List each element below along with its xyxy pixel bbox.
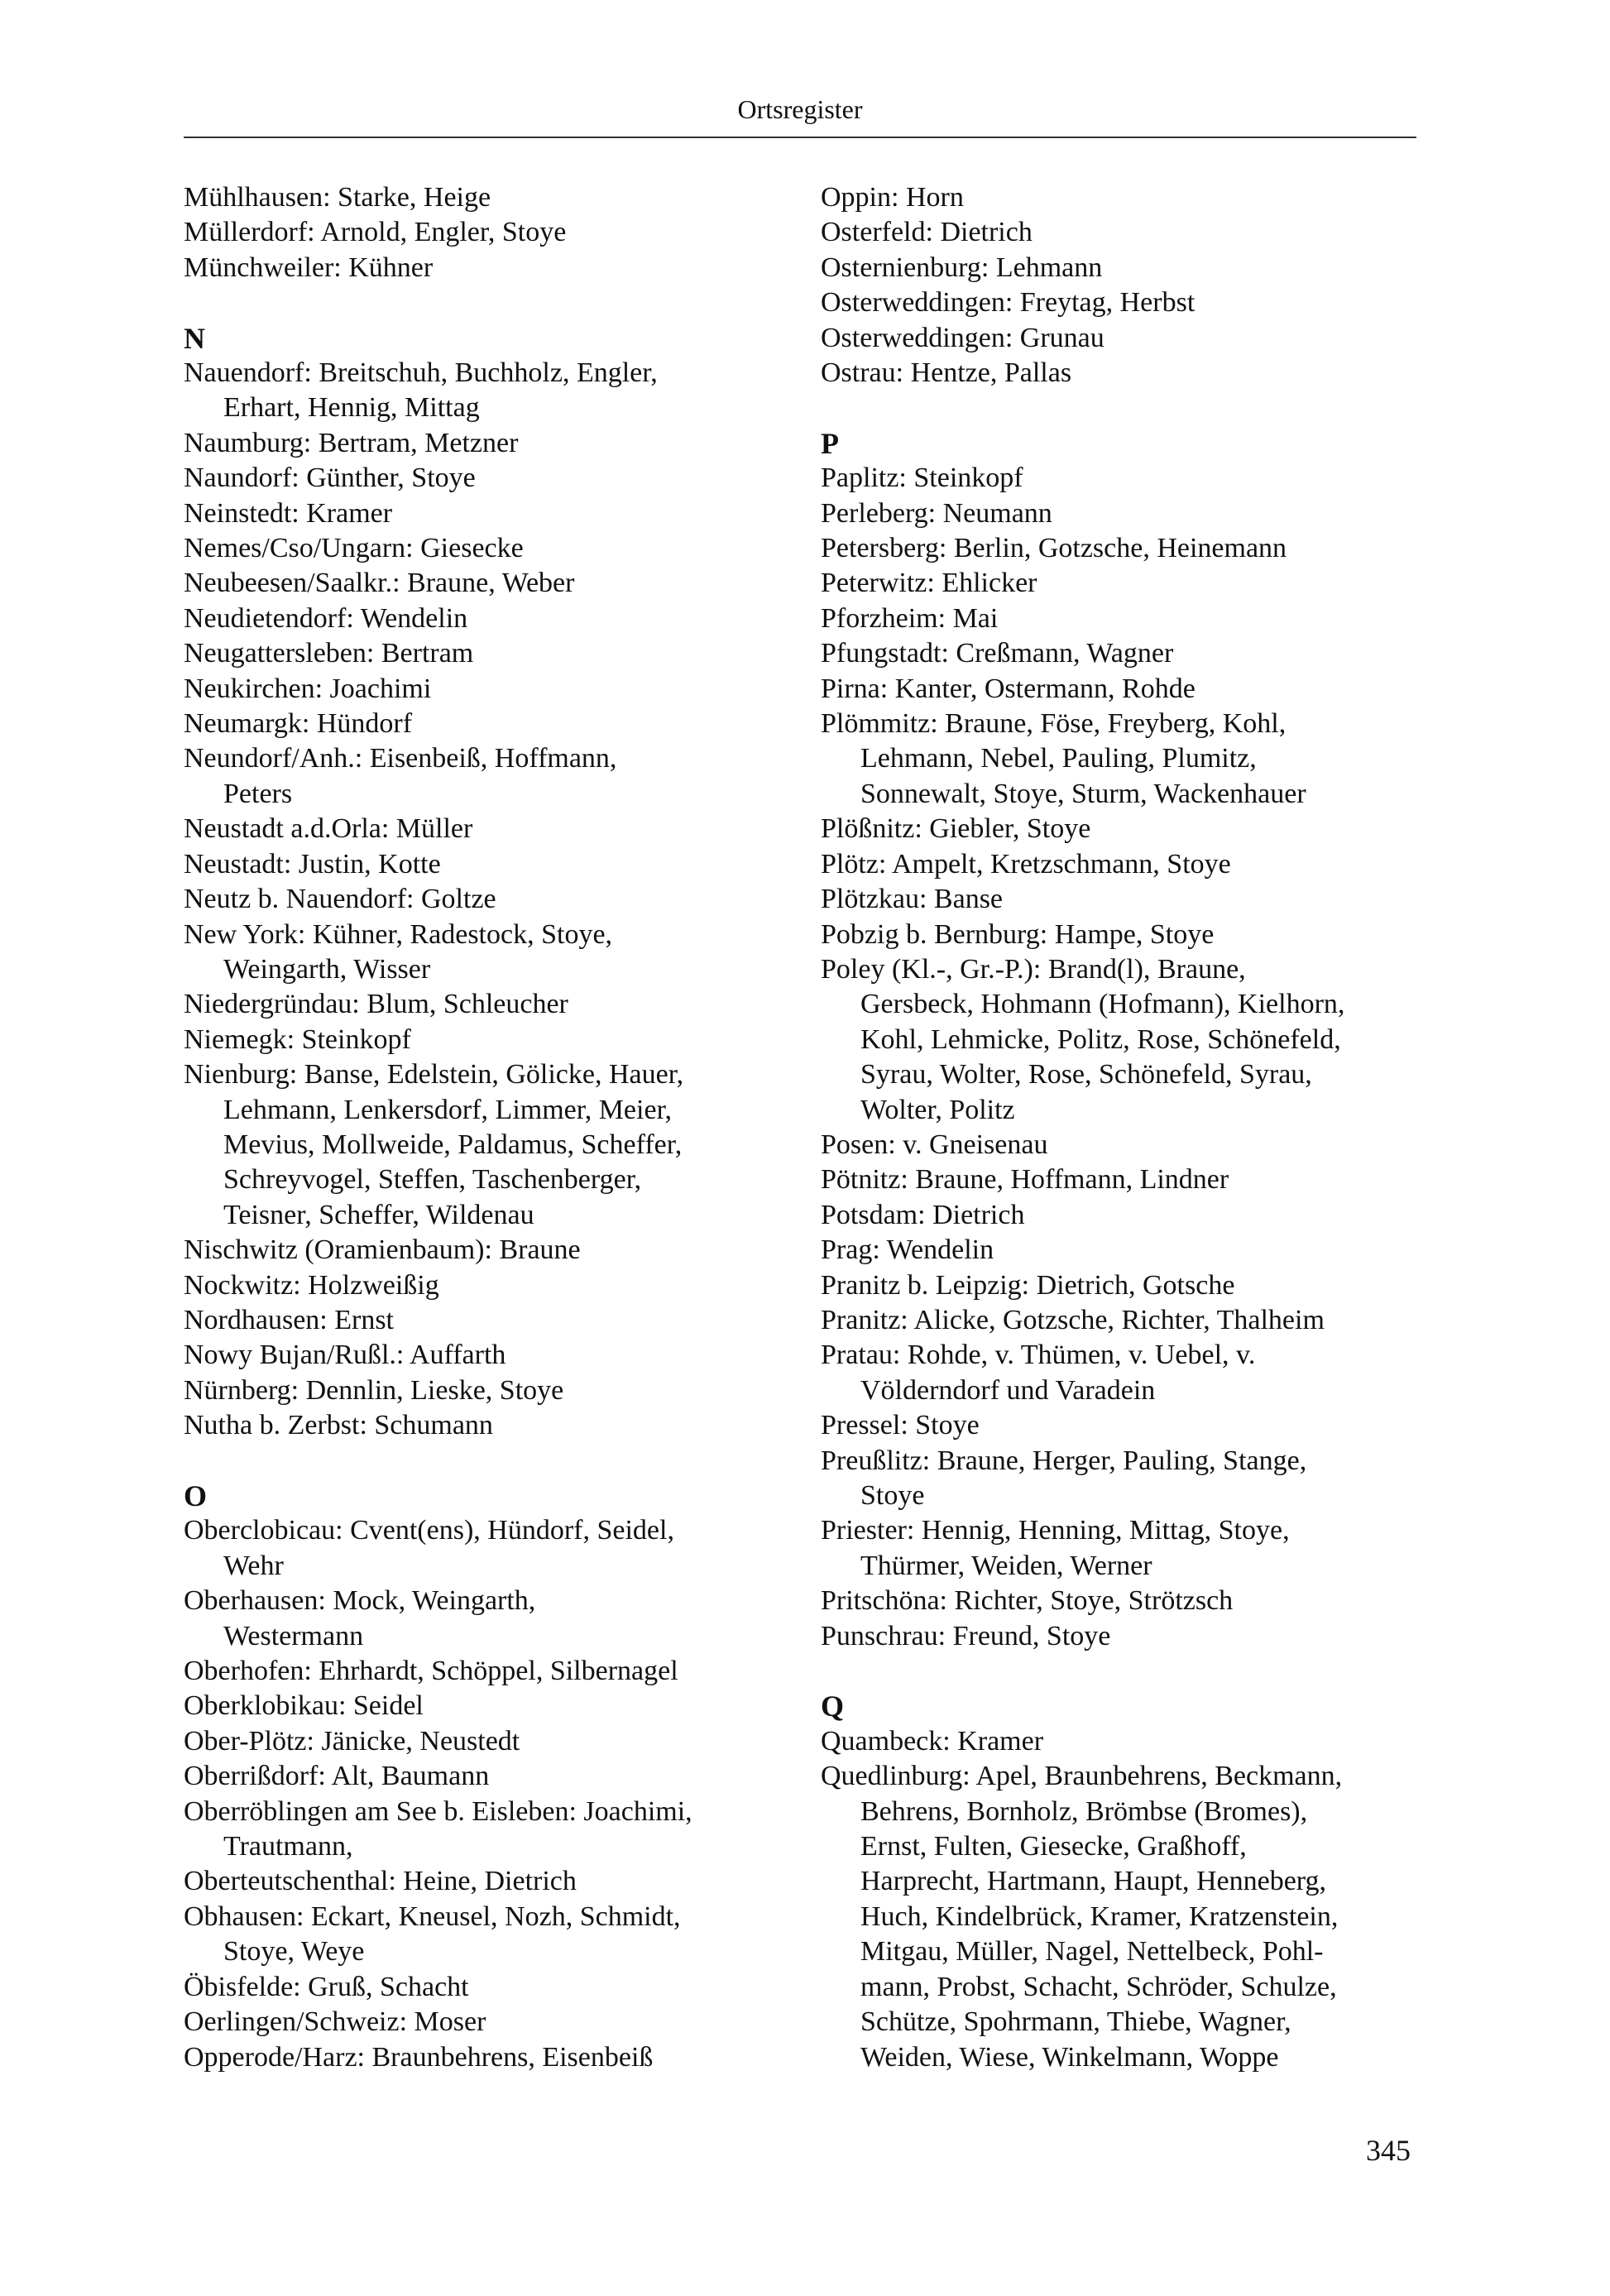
index-entry-line: Neustadt: Justin, Kotte <box>184 848 441 880</box>
index-entry <box>821 952 1400 1128</box>
index-entry <box>184 461 763 496</box>
index-entry-line: Pranitz: Alicke, Gotzsche, Richter, Thalheim <box>821 1304 1325 1335</box>
index-entry <box>184 672 763 707</box>
index-entry <box>184 251 763 285</box>
index-entry <box>821 531 1400 566</box>
index-entry-line: Oberhausen: Mock, Weingarth, <box>184 1585 536 1617</box>
index-entry-line: Neubeesen/Saalkr.: Braune, Weber <box>184 568 575 599</box>
index-entry <box>184 180 763 215</box>
index-entry <box>184 707 763 741</box>
index-entry-line: Müllerdorf: Arnold, Engler, Stoye <box>184 217 567 248</box>
index-entry-line: Nordhausen: Ernst <box>184 1304 395 1335</box>
index-entry <box>184 2005 763 2040</box>
index-entry-continuation-line: Schütze, Spohrmann, Thiebe, Wagner, <box>860 2006 1291 2038</box>
index-entry-line: Öbisfelde: Gruß, Schacht <box>184 1971 469 2002</box>
index-entry-line: Nischwitz (Oramienbaum): Braune <box>184 1234 581 1266</box>
index-entry-line: Oberröblingen am See b. Eisleben: Joachimi, <box>184 1795 692 1827</box>
index-entry-line: Mühlhausen: Starke, Heige <box>184 182 491 213</box>
index-entry <box>821 180 1400 215</box>
index-entry <box>821 1128 1400 1162</box>
index-entry-line: Quambeck: Kramer <box>821 1725 1044 1757</box>
index-entry <box>821 882 1400 917</box>
index-entry-continuation-line: Wehr <box>223 1550 284 1581</box>
index-entry <box>821 672 1400 707</box>
index-entry-line: Oberteutschenthal: Heine, Dietrich <box>184 1866 577 1897</box>
index-entry-line: Nienburg: Banse, Edelstein, Gölicke, Hauer, <box>184 1059 684 1090</box>
index-entry-continuation-line: Stoye <box>860 1480 925 1512</box>
index-entry <box>184 1759 763 1794</box>
index-entry <box>821 496 1400 531</box>
index-entry-continuation-line: Thürmer, Weiden, Werner <box>860 1550 1152 1581</box>
index-entry <box>184 1373 763 1408</box>
index-entry-continuation-line: Ernst, Fulten, Giesecke, Graßhoff, <box>860 1831 1247 1862</box>
index-entry-line: Punschrau: Freund, Stoye <box>821 1620 1111 1651</box>
index-entry-line: Pirna: Kanter, Ostermann, Rohde <box>821 673 1196 704</box>
index-entry <box>821 356 1400 391</box>
index-entry <box>184 1408 763 1443</box>
index-entry <box>821 1724 1400 1759</box>
index-entry <box>821 251 1400 285</box>
index-entry-continuation-line: Weiden, Wiese, Winkelmann, Woppe <box>860 2041 1279 2073</box>
index-entry-line: Neugattersleben: Bertram <box>184 638 474 669</box>
index-entry <box>821 812 1400 846</box>
index-entry-line: Posen: v. Gneisenau <box>821 1129 1048 1160</box>
index-entry-line: Pressel: Stoye <box>821 1410 980 1441</box>
index-entry-line: Neustadt a.d.Orla: Müller <box>184 813 473 845</box>
index-entry <box>184 1724 763 1759</box>
index-entry-continuation-line: Gersbeck, Hohmann (Hofmann), Kielhorn, <box>860 989 1345 1020</box>
index-column-right <box>821 180 1400 2075</box>
index-entry <box>184 1900 763 1970</box>
index-entry <box>184 426 763 461</box>
index-entry-line: Oberhofen: Ehrhardt, Schöppel, Silbernagel <box>184 1656 678 1687</box>
index-entry-line: Opperode/Harz: Braunbehrens, Eisenbeiß <box>184 2041 654 2073</box>
index-entry <box>184 2040 763 2075</box>
index-entry <box>821 602 1400 636</box>
index-entry-continuation-line: Mevius, Mollweide, Paldamus, Scheffer, <box>223 1129 683 1160</box>
index-entry <box>184 1268 763 1303</box>
index-entry-line: Pritschöna: Richter, Stoye, Strötzsch <box>821 1585 1234 1617</box>
index-entry <box>184 1584 763 1654</box>
index-entry <box>821 1268 1400 1303</box>
index-entry-line: Nauendorf: Breitschuh, Buchholz, Engler, <box>184 357 658 389</box>
index-entry <box>821 1513 1400 1584</box>
index-entry-line: Neukirchen: Joachimi <box>184 673 432 704</box>
index-entry-line: Nürnberg: Dennlin, Lieske, Stoye <box>184 1374 564 1406</box>
index-entry <box>184 847 763 882</box>
index-entry-line: Neumargk: Hündorf <box>184 708 413 740</box>
index-entry-line: Neudietendorf: Wendelin <box>184 602 468 634</box>
index-entry-line: Ostrau: Hentze, Pallas <box>821 357 1072 389</box>
index-entry-line: Niemegk: Steinkopf <box>184 1023 411 1055</box>
index-entry-continuation-line: Peters <box>223 778 293 809</box>
index-entry-continuation-line: Sonnewalt, Stoye, Sturm, Wackenhauer <box>860 778 1306 809</box>
index-entry <box>184 1864 763 1899</box>
page-number: 345 <box>1366 2134 1411 2167</box>
index-entry-line: Neundorf/Anh.: Eisenbeiß, Hoffmann, <box>184 743 617 774</box>
index-entry <box>821 636 1400 671</box>
index-entry-line: Nockwitz: Holzweißig <box>184 1269 439 1301</box>
index-entry-line: Plömmitz: Braune, Föse, Freyberg, Kohl, <box>821 708 1287 740</box>
index-entry-line: Poley (Kl.-, Gr.-P.): Brand(l), Braune, <box>821 953 1246 985</box>
index-entry-line: Nutha b. Zerbst: Schumann <box>184 1410 493 1441</box>
index-entry-line: Naumburg: Bertram, Metzner <box>184 427 519 458</box>
index-entry-line: Oberklobikau: Seidel <box>184 1690 424 1722</box>
index-entry <box>821 1198 1400 1233</box>
index-entry <box>184 531 763 566</box>
index-entry <box>821 285 1400 320</box>
index-entry-line: Oppin: Horn <box>821 182 964 213</box>
index-entry-line: Ober-Plötz: Jänicke, Neustedt <box>184 1725 520 1757</box>
running-head-title: Ortsregister <box>737 94 863 124</box>
index-entry <box>184 1023 763 1057</box>
index-entry-line: Pranitz b. Leipzig: Dietrich, Gotsche <box>821 1269 1235 1301</box>
index-entry <box>821 707 1400 812</box>
index-entry <box>821 1408 1400 1443</box>
index-entry-continuation-line: Behrens, Bornholz, Brömbse (Bromes), <box>860 1795 1308 1827</box>
index-entry <box>184 1654 763 1689</box>
index-entry-continuation-line: Weingarth, Wisser <box>223 953 431 985</box>
index-entry <box>184 602 763 636</box>
index-entry <box>821 1619 1400 1654</box>
index-entry-line: Perleberg: Neumann <box>821 497 1052 529</box>
index-column-left <box>184 180 763 2075</box>
index-entry-line: New York: Kühner, Radestock, Stoye, <box>184 918 613 950</box>
index-entry <box>821 321 1400 356</box>
index-entry-line: Nowy Bujan/Rußl.: Auffarth <box>184 1340 506 1371</box>
index-entry-line: Osterweddingen: Grunau <box>821 322 1104 353</box>
index-entry-continuation-line: Wolter, Politz <box>860 1094 1015 1125</box>
letter-section-heading: P <box>821 426 839 460</box>
index-entry-line: Plötzkau: Banse <box>821 884 1004 915</box>
index-entry <box>184 1233 763 1268</box>
index-entry-line: Quedlinburg: Apel, Braunbehrens, Beckmann, <box>821 1761 1343 1792</box>
index-entry <box>184 566 763 601</box>
index-entry-line: Preußlitz: Braune, Herger, Pauling, Stange, <box>821 1445 1307 1476</box>
index-entry <box>821 461 1400 496</box>
index-entry-line: Niedergründau: Blum, Schleucher <box>184 989 568 1020</box>
index-entry-line: Plötz: Ampelt, Kretzschmann, Stoye <box>821 848 1231 880</box>
index-entry-line: Pötnitz: Braune, Hoffmann, Lindner <box>821 1164 1229 1196</box>
index-entry-line: Pfungstadt: Creßmann, Wagner <box>821 638 1174 669</box>
index-entry-continuation-line: Erhart, Hennig, Mittag <box>223 392 480 424</box>
letter-section-heading: Q <box>821 1690 845 1723</box>
index-entry <box>184 812 763 846</box>
index-entry <box>821 566 1400 601</box>
index-entry-continuation-line: Syrau, Wolter, Rose, Schönefeld, Syrau, <box>860 1059 1312 1090</box>
index-entry-line: Obhausen: Eckart, Kneusel, Nozh, Schmidt, <box>184 1901 681 1932</box>
index-entry <box>184 1513 763 1584</box>
index-entry <box>821 1444 1400 1514</box>
index-entry <box>821 1162 1400 1197</box>
index-entry-line: Potsdam: Dietrich <box>821 1199 1025 1230</box>
index-entry <box>184 496 763 531</box>
index-entry-line: Nemes/Cso/Ungarn: Giesecke <box>184 533 524 564</box>
index-entry-continuation-line: mann, Probst, Schacht, Schröder, Schulze, <box>860 1971 1337 2002</box>
letter-section-heading: N <box>184 321 205 355</box>
index-entry-continuation-line: Lehmann, Lenkersdorf, Limmer, Meier, <box>223 1094 673 1125</box>
index-entry-line: Pforzheim: Mai <box>821 602 999 634</box>
index-entry-line: Pobzig b. Bernburg: Hampe, Stoye <box>821 918 1215 950</box>
index-entry-continuation-line: Trautmann, <box>223 1831 353 1862</box>
index-entry <box>184 882 763 917</box>
index-entry-line: Pratau: Rohde, v. Thümen, v. Uebel, v. <box>821 1340 1256 1371</box>
index-entry-line: Oberclobicau: Cvent(ens), Hündorf, Seidel, <box>184 1515 674 1546</box>
index-entry-line: Neinstedt: Kramer <box>184 497 393 529</box>
index-entry <box>184 636 763 671</box>
index-entry-line: Priester: Hennig, Henning, Mittag, Stoye, <box>821 1515 1290 1546</box>
index-entry <box>184 1970 763 2005</box>
index-entry <box>821 847 1400 882</box>
index-entry-continuation-line: Huch, Kindelbrück, Kramer, Kratzenstein, <box>860 1901 1339 1932</box>
index-entry <box>184 1338 763 1373</box>
index-entry-continuation-line: Kohl, Lehmicke, Politz, Rose, Schönefeld, <box>860 1023 1341 1055</box>
index-entry-line: Petersberg: Berlin, Gotzsche, Heinemann <box>821 533 1287 564</box>
index-entry <box>821 1584 1400 1618</box>
index-entry <box>821 1759 1400 2075</box>
index-entry-continuation-line: Stoye, Weye <box>223 1936 365 1968</box>
index-entry <box>821 1338 1400 1408</box>
header-rule-divider <box>184 137 1416 138</box>
index-entry <box>184 741 763 812</box>
index-entry <box>184 1057 763 1233</box>
index-entry <box>184 356 763 426</box>
index-entry <box>184 918 763 988</box>
index-entry-line: Osternienburg: Lehmann <box>821 252 1103 283</box>
index-entry-continuation-line: Lehmann, Nebel, Pauling, Plumitz, <box>860 743 1257 774</box>
index-entry-line: Neutz b. Nauendorf: Goltze <box>184 884 496 915</box>
index-entry-continuation-line: Teisner, Scheffer, Wildenau <box>223 1199 534 1230</box>
index-entry <box>821 918 1400 952</box>
index-entry-line: Peterwitz: Ehlicker <box>821 568 1037 599</box>
index-entry <box>184 1689 763 1723</box>
index-entry-line: Paplitz: Steinkopf <box>821 463 1023 494</box>
index-entry-line: Prag: Wendelin <box>821 1234 994 1266</box>
index-entry <box>821 1233 1400 1268</box>
letter-section-heading: O <box>184 1479 208 1512</box>
index-entry-continuation-line: Schreyvogel, Steffen, Taschenberger, <box>223 1164 642 1196</box>
index-entry-line: Osterweddingen: Freytag, Herbst <box>821 287 1196 319</box>
index-entry <box>184 1795 763 1865</box>
index-entry-line: Osterfeld: Dietrich <box>821 217 1033 248</box>
index-entry <box>821 215 1400 250</box>
index-entry-line: Münchweiler: Kühner <box>184 252 434 283</box>
index-entry-continuation-line: Harprecht, Hartmann, Haupt, Henneberg, <box>860 1866 1326 1897</box>
index-entry-continuation-line: Westermann <box>223 1620 364 1651</box>
index-entry-line: Plößnitz: Giebler, Stoye <box>821 813 1091 845</box>
index-entry <box>184 215 763 250</box>
index-entry-line: Naundorf: Günther, Stoye <box>184 463 476 494</box>
index-entry-continuation-line: Mitgau, Müller, Nagel, Nettelbeck, Pohl- <box>860 1936 1324 1968</box>
index-entry <box>821 1303 1400 1338</box>
index-entry <box>184 1303 763 1338</box>
index-entry-continuation-line: Völderndorf und Varadein <box>860 1374 1156 1406</box>
index-entry-line: Oerlingen/Schweiz: Moser <box>184 2006 486 2038</box>
index-entry-line: Oberrißdorf: Alt, Baumann <box>184 1761 490 1792</box>
index-entry <box>184 987 763 1022</box>
